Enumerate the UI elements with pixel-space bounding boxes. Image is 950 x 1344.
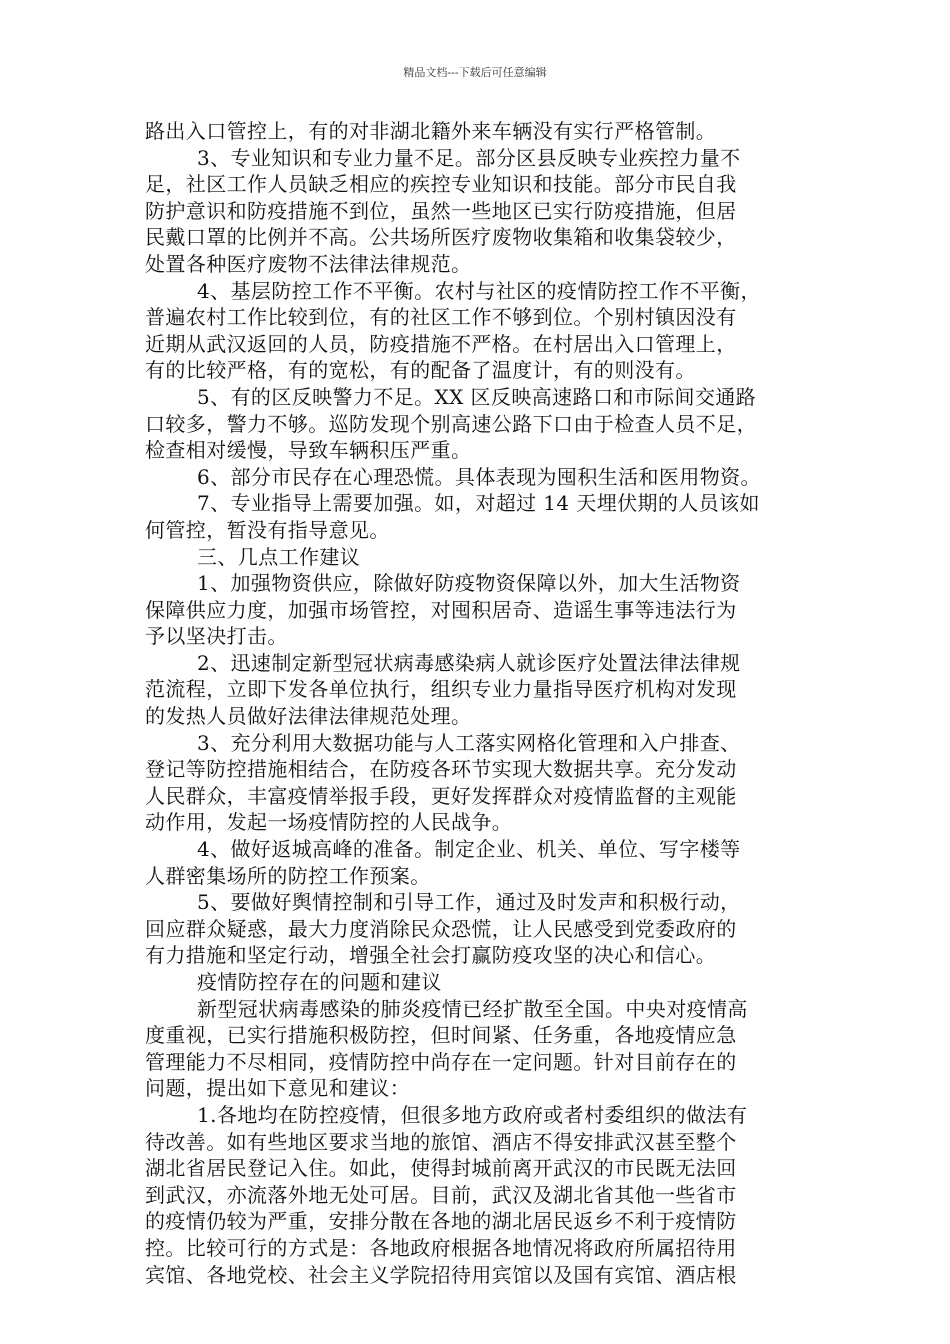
text-line: 人民群众，丰富疫情举报手段，更好发挥群众对疫情监督的主观能 bbox=[145, 783, 737, 808]
text-line: 5、要做好舆情控制和引导工作，通过及时发声和积极行动， bbox=[197, 890, 741, 915]
text-line: 回应群众疑惑，最大力度消除民众恐慌，让人民感受到党委政府的 bbox=[145, 916, 737, 941]
text-line: 民戴口罩的比例并不高。公共场所医疗废物收集箱和收集袋较少， bbox=[145, 225, 737, 250]
text-line: 3、充分利用大数据功能与人工落实网格化管理和入户排查、 bbox=[197, 730, 741, 755]
text-line: 湖北省居民登记入住。如此，使得封城前离开武汉的市民既无法回 bbox=[145, 1156, 737, 1181]
text-line: 7、专业指导上需要加强。如，对超过 14 天埋伏期的人员该如 bbox=[197, 491, 760, 516]
text-line: 3、专业知识和专业力量不足。部分区县反映专业疾控力量不 bbox=[197, 145, 741, 170]
text-line: 管理能力不尽相同，疫情防控中尚存在一定问题。针对目前存在的 bbox=[145, 1049, 737, 1074]
text-line: 新型冠状病毒感染的肺炎疫情已经扩散至全国。中央对疫情高 bbox=[197, 996, 748, 1021]
text-line: 登记等防控措施相结合，在防疫各环节实现大数据共享。充分发动 bbox=[145, 757, 737, 782]
text-line: 保障供应力度，加强市场管控，对囤积居奇、造谣生事等违法行为 bbox=[145, 597, 737, 622]
text-line: 口较多，警力不够。巡防发现个别高速公路下口由于检查人员不足， bbox=[145, 411, 757, 436]
text-line: 待改善。如有些地区要求当地的旅馆、酒店不得安排武汉甚至整个 bbox=[145, 1129, 737, 1154]
text-line: 人群密集场所的防控工作预案。 bbox=[145, 863, 431, 888]
text-line: 2、迅速制定新型冠状病毒感染病人就诊医疗处置法律法律规 bbox=[197, 650, 741, 675]
text-line: 何管控，暂没有指导意见。 bbox=[145, 517, 390, 542]
text-line: 1、加强物资供应，除做好防疫物资保障以外，加大生活物资 bbox=[197, 571, 741, 596]
text-line: 检查相对缓慢，导致车辆积压严重。 bbox=[145, 438, 472, 463]
text-line: 足，社区工作人员缺乏相应的疾控专业知识和技能。部分市民自我 bbox=[145, 172, 737, 197]
text-line: 有力措施和坚定行动，增强全社会打赢防疫攻坚的决心和信心。 bbox=[145, 943, 717, 968]
text-line: 6、部分市民存在心理恐慌。具体表现为囤积生活和医用物资。 bbox=[197, 464, 761, 489]
text-line: 的疫情仍较为严重，安排分散在各地的湖北居民返乡不利于疫情防 bbox=[145, 1209, 737, 1234]
text-line: 范流程，立即下发各单位执行，组织专业力量指导医疗机构对发现 bbox=[145, 677, 737, 702]
text-line: 5、有的区反映警力不足。XX 区反映高速路口和市际间交通路 bbox=[197, 384, 757, 409]
text-line: 度重视，已实行措施积极防控，但时间紧、任务重，各地疫情应急 bbox=[145, 1023, 737, 1048]
text-line: 的发热人员做好法律法律规范处理。 bbox=[145, 704, 472, 729]
text-line: 防护意识和防疫措施不到位，虽然一些地区已实行防疫措施，但居 bbox=[145, 198, 737, 223]
text-line: 三、几点工作建议 bbox=[197, 544, 361, 569]
text-line: 普遍农村工作比较到位，有的社区工作不够到位。个别村镇因没有 bbox=[145, 305, 737, 330]
text-line: 问题，提出如下意见和建议： bbox=[145, 1076, 411, 1101]
text-line: 控。比较可行的方式是：各地政府根据各地情况将政府所属招待用 bbox=[145, 1235, 737, 1260]
text-line: 有的比较严格，有的宽松，有的配备了温度计，有的则没有。 bbox=[145, 358, 696, 383]
text-line: 4、做好返城高峰的准备。制定企业、机关、单位、写字楼等 bbox=[197, 837, 741, 862]
text-line: 路出入口管控上，有的对非湖北籍外来车辆没有实行严格管制。 bbox=[145, 119, 717, 143]
text-line: 动作用，发起一场疫情防控的人民战争。 bbox=[145, 810, 513, 835]
text-line: 近期从武汉返回的人员，防疫措施不严格。在村居出入口管理上， bbox=[145, 331, 737, 356]
text-line: 到武汉，亦流落外地无处可居。目前，武汉及湖北省其他一些省市 bbox=[145, 1182, 737, 1207]
text-line: 4、基层防控工作不平衡。农村与社区的疫情防控工作不平衡， bbox=[197, 278, 761, 303]
text-line: 予以坚决打击。 bbox=[145, 624, 288, 649]
text-line: 1.各地均在防控疫情，但很多地方政府或者村委组织的做法有 bbox=[197, 1102, 748, 1127]
text-line: 处置各种医疗废物不法律法律规范。 bbox=[145, 251, 472, 276]
page-header: 精品文档---下载后可任意编辑 bbox=[403, 66, 547, 79]
document-body bbox=[145, 118, 810, 1288]
text-line: 宾馆、各地党校、社会主义学院招待用宾馆以及国有宾馆、酒店根 bbox=[145, 1262, 737, 1287]
text-line: 疫情防控存在的问题和建议 bbox=[197, 970, 442, 994]
